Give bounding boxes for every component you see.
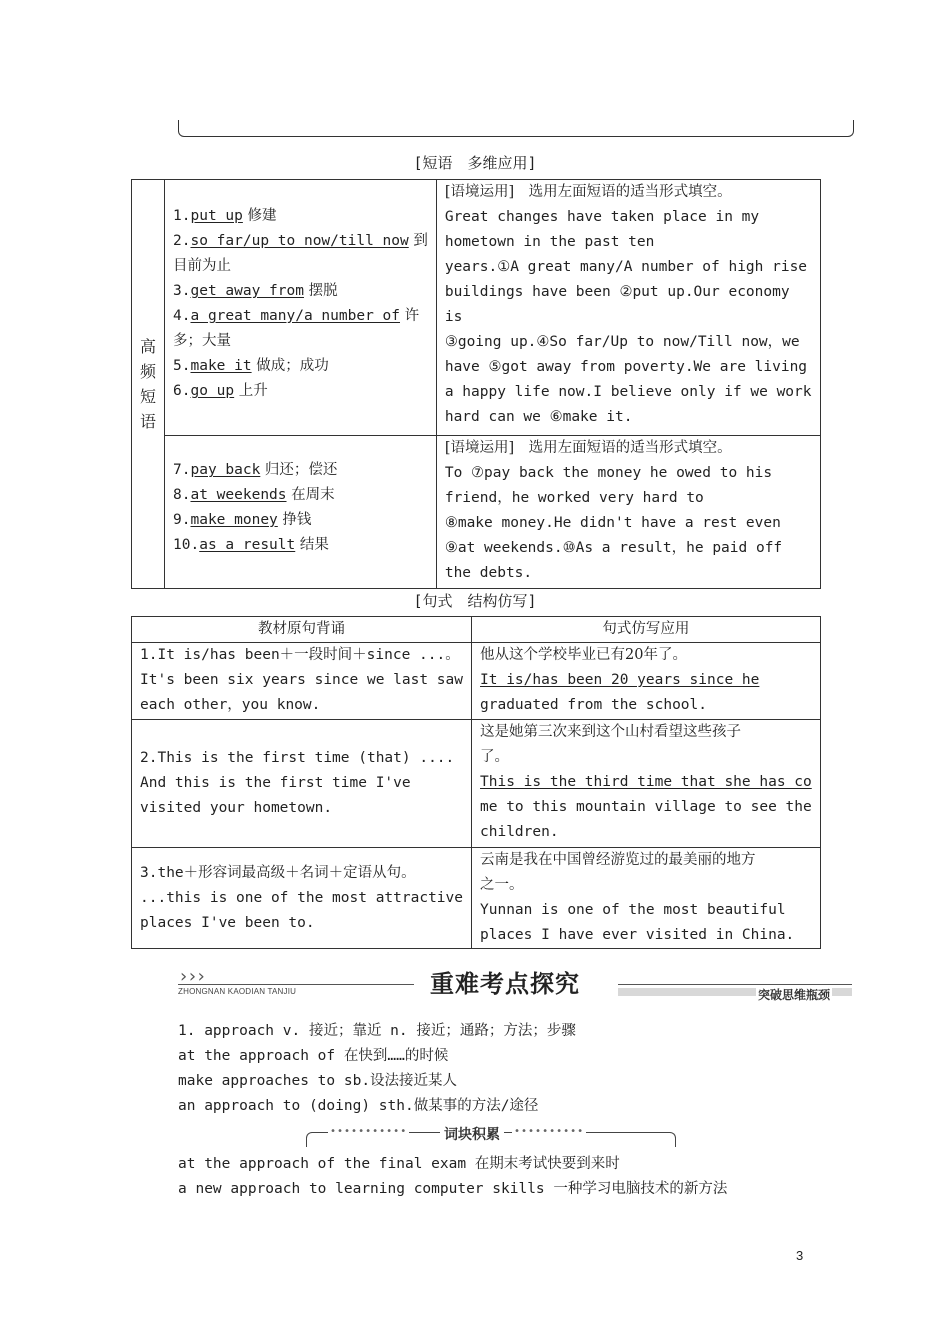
- sentence-header-right: 句式仿写应用: [472, 617, 821, 643]
- vocab-line: at the approach of 在快到……的时候: [178, 1048, 449, 1064]
- sentence-header-left: 教材原句背诵: [132, 617, 472, 643]
- vocab-line: an approach to (doing) sth.做某事的方法/途径: [178, 1098, 539, 1114]
- section-title-phrases: [短语 多维应用]: [413, 154, 537, 172]
- phrase-table: [131, 179, 821, 589]
- sentence-row-3-right: 云南是我在中国曾经游览过的最美丽的地方 之一。 Yunnan is one of the most beautiful places I have ever visited in China.: [472, 848, 821, 949]
- sentence-row-1-left: 1.It is/has been＋一段时间＋since ...。 It's been six years since we last saw each other，you know.: [132, 643, 472, 720]
- sentence-table: [131, 616, 821, 949]
- phrase-vertical-label: 高 频 短 语: [132, 180, 165, 589]
- vocab-line: make approaches to sb.设法接近某人: [178, 1073, 458, 1089]
- page-number: 3: [796, 1248, 804, 1263]
- section-heading: 重难考点探究: [430, 971, 580, 998]
- dots-right: ••••••••••: [514, 1126, 585, 1137]
- dots-left: •••••••••••: [330, 1126, 408, 1137]
- section-title-sentences: [句式 结构仿写]: [413, 592, 537, 610]
- section-subtitle: 突破思维瓶颈: [758, 988, 831, 1002]
- example-block: [178, 1152, 727, 1202]
- sentence-row-3-left: 3.the＋形容词最高级＋名词＋定语从句。 ...this is one of the most attractive places I've been to.: [132, 848, 472, 949]
- vocab-chunk-bracket: [306, 1126, 674, 1146]
- sentence-row-1-right: 他从这个学校毕业已有20年了。 It is/has been 20 years since he graduated from the school.: [472, 643, 821, 720]
- arrows-icon: ›››: [178, 966, 205, 987]
- top-bracket: [178, 120, 854, 137]
- vocab-chunk-title: 词块积累: [440, 1124, 504, 1144]
- phrase-list-1: 1.put up 修建 2.so far/up to now/till now 到 目前为止 3.get away from 摆脱 4.a great many/a number of 许 多；大量 5.make it 做成；成功 6.go up 上升: [165, 180, 437, 436]
- vocab-entry: 1. approach v. 接近；靠近 n. 接近；通路；方法；步骤: [178, 1023, 576, 1039]
- divider-right: [618, 984, 852, 985]
- sentence-row-2-right: 这是她第三次来到这个山村看望这些孩子 了。 This is the third time that she has co me to this mountain village to see the children.: [472, 720, 821, 848]
- divider-left: [178, 984, 414, 985]
- sentence-row-2-left: 2.This is the first time (that) .... And this is the first time I've visited your hometown.: [132, 720, 472, 848]
- example-line: a new approach to learning computer skills 一种学习电脑技术的新方法: [178, 1181, 728, 1197]
- phrase-list-2: 7.pay back 归还；偿还 8.at weekends 在周末 9.make money 挣钱 10.as a result 结果: [165, 436, 437, 589]
- exercise-2: [语境运用] 选用左面短语的适当形式填空。 To ⑦pay back the money he owed to his friend，he worked very hard to ⑧make money.He didn't have a rest even ⑨at weekends.⑩As a result，he paid off the debts.: [436, 436, 820, 589]
- section-header-bar: [178, 962, 852, 1002]
- vocab-block: [178, 1019, 576, 1119]
- example-line: at the approach of the final exam 在期末考试快要到来时: [178, 1156, 620, 1172]
- exercise-1: [语境运用] 选用左面短语的适当形式填空。 Great changes have taken place in my hometown in the past ten years.①A great many/A number of high rise buildings have been ②put up.Our economy is ③going up.④So far/Up to now/Till now，we have ⑤got away from poverty.We are living a happy life now.I believe only if we work hard can we ⑥make it.: [436, 180, 820, 436]
- section-pinyin: ZHONGNAN KAODIAN TANJIU: [178, 987, 297, 996]
